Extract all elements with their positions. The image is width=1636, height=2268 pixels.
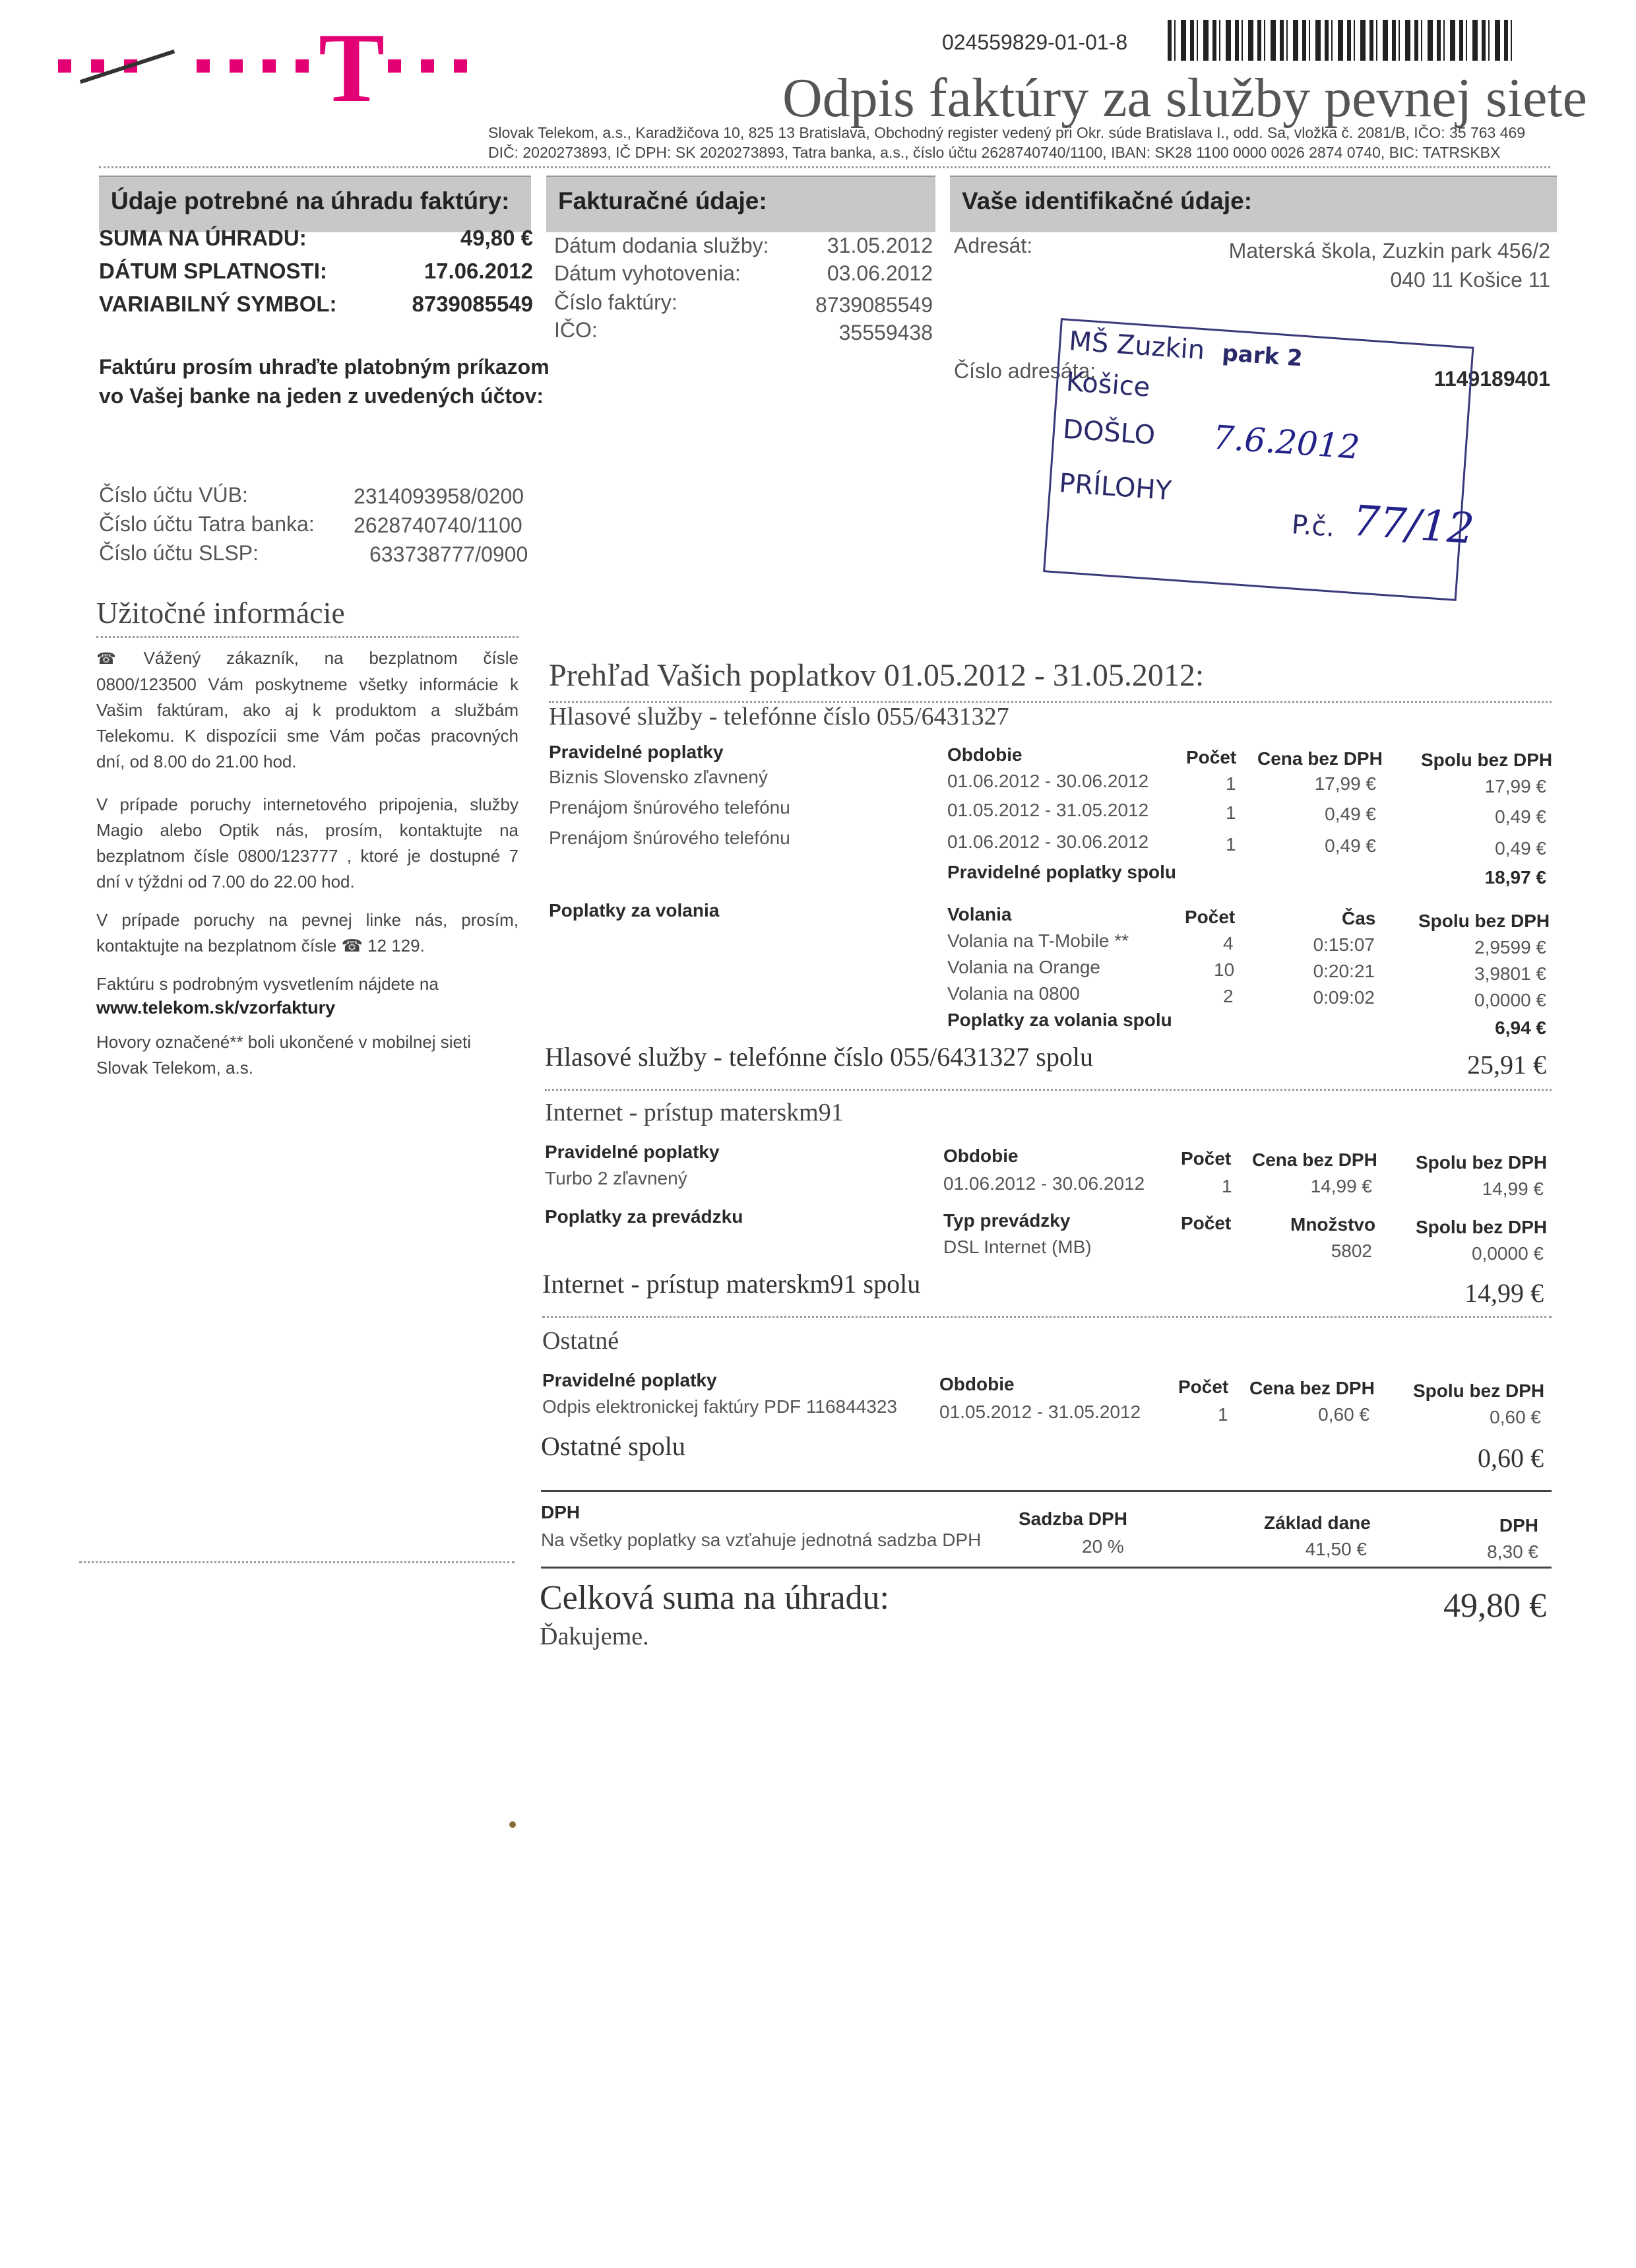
voice-item-3-count: 1 — [1226, 834, 1236, 855]
internet-total-label: Internet - prístup materskm91 spolu — [542, 1269, 921, 1299]
account-value-tatra: 2628740740/1100 — [354, 513, 522, 537]
other-total: 0,60 € — [1478, 1443, 1544, 1473]
internet-item-period: 01.06.2012 - 30.06.2012 — [943, 1173, 1145, 1194]
billing-heading: Fakturačné údaje: — [558, 187, 767, 214]
voice-item-3-total: 0,49 € — [1495, 838, 1546, 859]
account-value-vub: 2314093958/0200 — [354, 484, 524, 508]
page-title: Odpis faktúry za služby pevnej siete — [782, 67, 1587, 129]
voice-regular-sum: 18,97 € — [1484, 867, 1546, 888]
vat-note: Na všetky poplatky sa vzťahuje jednotná sadzba DPH — [541, 1530, 982, 1550]
other-item-total: 0,60 € — [1490, 1407, 1541, 1427]
internet-col-period: Obdobie — [943, 1146, 1019, 1166]
internet-col-price: Cena bez DPH — [1252, 1150, 1377, 1170]
voice-item-2-count: 1 — [1226, 802, 1236, 823]
other-total-label: Ostatné spolu — [541, 1431, 685, 1461]
voice-item-1-total: 17,99 € — [1484, 776, 1546, 796]
payment-value-amount: 49,80 € — [460, 226, 533, 250]
call-2-count: 10 — [1214, 959, 1235, 980]
addressee-number-value: 1149189401 — [1433, 367, 1550, 391]
call-3-name: Volania na 0800 — [947, 983, 1080, 1004]
internet-traffic-qty: 5802 — [1331, 1241, 1372, 1261]
voice-calls-sum-label: Poplatky za volania spolu — [947, 1010, 1172, 1030]
company-info-line1: Slovak Telekom, a.s., Karadžičova 10, 825 13 Bratislava, Obchodný register vedený pri Okr. súde Bratislava I., odd. Sa, vložka č. 2081/B, IČO: 35 763 469 — [488, 124, 1526, 141]
vat-col-vat: DPH — [1499, 1515, 1538, 1536]
internet-col-total2: Spolu bez DPH — [1416, 1217, 1548, 1237]
info-paragraph-4: Faktúru s podrobným vysvetlením nájdete na — [96, 974, 439, 994]
internet-col-qty: Množstvo — [1290, 1214, 1376, 1235]
billing-label-invoice: Číslo faktúry: — [554, 290, 677, 314]
account-value-slsp: 633738777/0900 — [369, 542, 528, 566]
voice-calls-sum: 6,94 € — [1495, 1018, 1546, 1038]
internet-traffic-total: 0,0000 € — [1472, 1243, 1544, 1264]
overview-title: Prehľad Vašich poplatkov 01.05.2012 - 31.05.2012: — [549, 658, 1205, 693]
payment-label-due: DÁTUM SPLATNOSTI: — [99, 259, 327, 283]
voice-regular-sum-label: Pravidelné poplatky spolu — [947, 862, 1176, 882]
stamp-date: 7.6.2012 — [1211, 418, 1362, 467]
grand-total-label: Celková suma na úhradu: — [540, 1579, 889, 1617]
col-price: Cena bez DPH — [1257, 748, 1383, 769]
call-3-time: 0:09:02 — [1313, 987, 1375, 1008]
payment-instruction-1: Faktúru prosím uhraďte platobným príkazom — [99, 355, 550, 379]
col-time: Čas — [1342, 908, 1376, 928]
info-paragraph-1: Vážený zákazník, na bezplatnom čísle 0800/123500 Vám poskytneme všetky informácie k Vašim faktúram, ako aj k produktom a službám Telekomu. K dispozícii sme Vám počas pracovných dní, od 8.00 do 21.00 hod. — [96, 648, 519, 771]
info-link[interactable]: www.telekom.sk/vzorfaktury — [96, 998, 336, 1018]
col-total: Spolu bez DPH — [1421, 750, 1553, 770]
payment-header — [99, 176, 531, 232]
phone-icon: ☎ — [96, 650, 137, 668]
barcode — [1168, 20, 1517, 61]
col-calls-total: Spolu bez DPH — [1418, 911, 1550, 931]
stamp-line3: DOŠLO — [1061, 414, 1156, 451]
call-1-time: 0:15:07 — [1313, 934, 1375, 955]
ink-speck — [509, 1821, 516, 1828]
internet-col-type: Typ prevádzky — [943, 1210, 1071, 1231]
vat-base: 41,50 € — [1305, 1539, 1367, 1559]
info-paragraph-3-number: 12 129. — [367, 936, 425, 956]
billing-label-created: Dátum vyhotovenia: — [554, 261, 741, 285]
internet-title: Internet - prístup materskm91 — [545, 1099, 844, 1126]
billing-label-delivery: Dátum dodania služby: — [554, 234, 769, 257]
col-calls-count: Počet — [1185, 907, 1236, 927]
vat-col-base: Základ dane — [1264, 1512, 1371, 1533]
payment-label-amount: SUMA NA ÚHRADU: — [99, 226, 307, 250]
addressee-line1: Materská škola, Zuzkin park 456/2 — [1228, 239, 1550, 263]
internet-traffic-name: DSL Internet (MB) — [943, 1237, 1092, 1257]
addressee-line2: 040 11 Košice 11 — [1390, 268, 1550, 292]
voice-title: Hlasové služby - telefónne číslo 055/6431327 — [549, 703, 1009, 730]
internet-total: 14,99 € — [1464, 1278, 1544, 1308]
account-label-slsp: Číslo účtu SLSP: — [99, 541, 259, 565]
billing-value-created: 03.06.2012 — [827, 261, 933, 285]
call-2-name: Volania na Orange — [947, 957, 1100, 977]
stamp-line4: PRÍLOHY — [1057, 468, 1173, 507]
voice-total: 25,91 € — [1467, 1050, 1546, 1080]
other-title: Ostatné — [542, 1327, 619, 1355]
billing-value-ico: 35559438 — [838, 321, 933, 344]
voice-item-2-period: 01.05.2012 - 31.05.2012 — [947, 800, 1149, 820]
internet-item-price: 14,99 € — [1310, 1176, 1372, 1196]
voice-item-2-price: 0,49 € — [1325, 804, 1376, 824]
voice-item-2-total: 0,49 € — [1495, 806, 1546, 827]
other-col-total: Spolu bez DPH — [1413, 1380, 1545, 1401]
received-stamp — [1043, 318, 1474, 601]
stamp-line1b: park 2 — [1221, 340, 1304, 372]
voice-item-1-count: 1 — [1226, 773, 1236, 794]
info-paragraph-3: V prípade poruchy na pevnej linke nás, prosím, kontaktujte na bezplatnom čísle — [96, 910, 519, 956]
addressee-label: Adresát: — [954, 234, 1033, 257]
other-col-count: Počet — [1178, 1377, 1229, 1397]
addressee-number-label: Číslo adresáta: — [954, 359, 1096, 383]
internet-item-count: 1 — [1222, 1176, 1232, 1196]
document-number: 024559829-01-01-8 — [942, 30, 1128, 54]
account-label-tatra: Číslo účtu Tatra banka: — [99, 512, 315, 536]
call-3-count: 2 — [1223, 986, 1234, 1006]
stamp-line2: Košice — [1065, 366, 1151, 403]
payment-heading: Údaje potrebné na úhradu faktúry: — [111, 187, 510, 214]
other-item-name: Odpis elektronickej faktúry PDF 116844323 — [542, 1396, 897, 1417]
identification-header — [950, 176, 1557, 232]
info-paragraph-2: V prípade poruchy internetového pripojenia, služby Magio alebo Optik nás, prosím, kontaktujte na bezplatnom čísle 0800/123777 , ktoré je dostupné 7 dní v týždni od 7.00 do 22.00 hod. — [96, 794, 519, 891]
call-1-name: Volania na T-Mobile ** — [947, 930, 1129, 951]
billing-header — [546, 176, 935, 232]
call-3-total: 0,0000 € — [1474, 990, 1546, 1010]
vat-label: DPH — [541, 1502, 581, 1522]
other-col-price: Cena bez DPH — [1249, 1378, 1375, 1398]
internet-item-total: 14,99 € — [1482, 1179, 1544, 1199]
other-col-period: Obdobie — [939, 1374, 1015, 1394]
other-regular-label: Pravidelné poplatky — [542, 1370, 717, 1390]
voice-regular-label: Pravidelné poplatky — [549, 742, 724, 762]
info-paragraph-5: Hovory označené** boli ukončené v mobilnej sieti Slovak Telekom, a.s. — [96, 1032, 471, 1078]
col-calls: Volania — [947, 904, 1012, 924]
other-item-price: 0,60 € — [1318, 1404, 1369, 1425]
voice-item-2-name: Prenájom šnúrového telefónu — [549, 797, 790, 818]
voice-total-label: Hlasové služby - telefónne číslo 055/6431327 spolu — [545, 1042, 1093, 1072]
voice-item-1-name: Biznis Slovensko zľavnený — [549, 767, 768, 787]
vat-value: 8,30 € — [1487, 1541, 1538, 1562]
voice-item-3-price: 0,49 € — [1325, 835, 1376, 856]
payment-value-due: 17.06.2012 — [424, 259, 533, 283]
billing-value-invoice: 8739085549 — [815, 293, 933, 317]
call-1-total: 2,9599 € — [1474, 937, 1546, 957]
vat-rate: 20 % — [1082, 1536, 1124, 1557]
telekom-logo — [58, 13, 480, 123]
payment-value-vs: 8739085549 — [412, 292, 533, 316]
internet-item-name: Turbo 2 zľavnený — [545, 1168, 687, 1188]
internet-col-total: Spolu bez DPH — [1416, 1152, 1548, 1173]
billing-label-ico: IČO: — [554, 318, 598, 342]
internet-regular-label: Pravidelné poplatky — [545, 1142, 720, 1162]
other-item-count: 1 — [1218, 1404, 1228, 1425]
call-2-time: 0:20:21 — [1313, 961, 1375, 981]
call-2-total: 3,9801 € — [1474, 963, 1546, 984]
thanks-text: Ďakujeme. — [540, 1623, 649, 1650]
internet-col-count: Počet — [1181, 1148, 1232, 1169]
internet-traffic-label: Poplatky za prevádzku — [545, 1206, 743, 1227]
identification-heading: Vaše identifikačné údaje: — [962, 187, 1253, 214]
voice-calls-label: Poplatky za volania — [549, 900, 720, 921]
stamp-line1: MŠ Zuzkin — [1067, 326, 1206, 366]
other-item-period: 01.05.2012 - 31.05.2012 — [939, 1402, 1141, 1422]
voice-item-1-period: 01.06.2012 - 30.06.2012 — [947, 771, 1149, 791]
useful-info-heading: Užitočné informácie — [96, 596, 345, 630]
vat-col-rate: Sadzba DPH — [1019, 1508, 1127, 1529]
col-period: Obdobie — [947, 744, 1022, 765]
billing-value-delivery: 31.05.2012 — [827, 234, 933, 257]
phone-icon-2: ☎ — [341, 936, 363, 956]
company-info-line2: DIČ: 2020273893, IČ DPH: SK 2020273893, Tatra banka, a.s., číslo účtu 2628740740/1100, IBAN: SK28 1100 0000 0026 2874 0740, BIC: TATRSKBX — [488, 144, 1501, 161]
internet-col-count2: Počet — [1181, 1213, 1232, 1233]
account-label-vub: Číslo účtu VÚB: — [99, 483, 248, 507]
voice-item-3-period: 01.06.2012 - 30.06.2012 — [947, 831, 1149, 852]
logo-t: T — [319, 13, 385, 123]
voice-item-3-name: Prenájom šnúrového telefónu — [549, 827, 790, 848]
payment-instruction-2: vo Vašej banke na jeden z uvedených účtov: — [99, 384, 544, 408]
col-count: Počet — [1186, 747, 1237, 767]
call-1-count: 4 — [1223, 933, 1234, 954]
stamp-pc-label: P.č. — [1290, 509, 1336, 543]
payment-label-vs: VARIABILNÝ SYMBOL: — [99, 292, 337, 316]
grand-total: 49,80 € — [1443, 1587, 1546, 1625]
voice-item-1-price: 17,99 € — [1314, 773, 1376, 794]
stamp-pc-value: 77/12 — [1351, 496, 1476, 554]
